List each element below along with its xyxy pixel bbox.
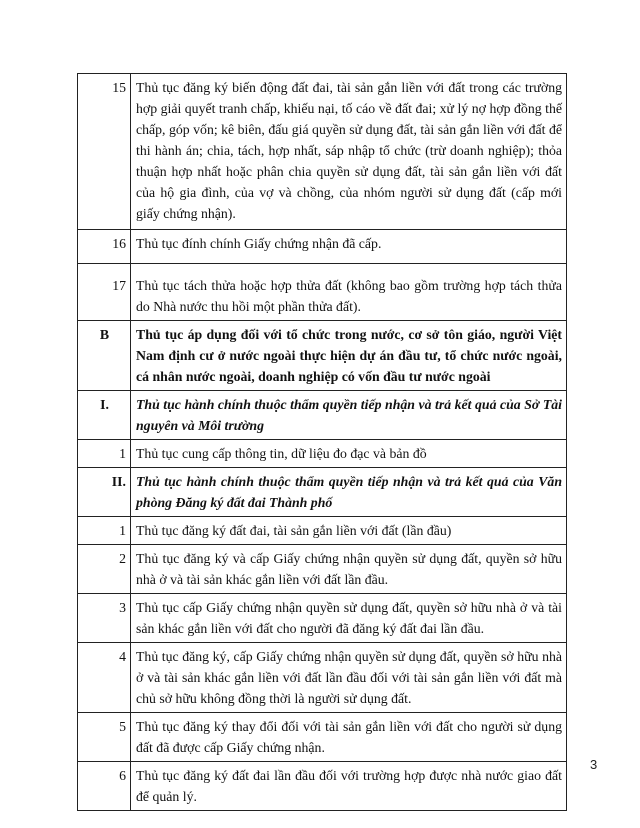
- section-label: I.: [78, 391, 131, 440]
- row-text: Thủ tục đăng ký thay đổi đối với tài sản gắn liền với đất cho người sử dụng đất đã được cấp Giấy chứng nhận.: [131, 713, 567, 762]
- section-header-row: [78, 468, 567, 517]
- row-number: 4: [78, 643, 131, 713]
- row-number: 3: [78, 594, 131, 643]
- table-row: [78, 264, 567, 321]
- row-number: 2: [78, 545, 131, 594]
- row-text: Thủ tục đính chính Giấy chứng nhận đã cấp.: [131, 230, 567, 264]
- page-number: 3: [590, 757, 598, 772]
- section-header-row: [78, 391, 567, 440]
- section-title: Thủ tục hành chính thuộc thẩm quyền tiếp nhận và trả kết quả của Sở Tài nguyên và Môi trường: [131, 391, 567, 440]
- row-text: Thủ tục cấp Giấy chứng nhận quyền sử dụng đất, quyền sở hữu nhà ở và tài sản khác gắn liền với đất cho người đã đăng ký đất đai lần đầu.: [131, 594, 567, 643]
- row-text: Thủ tục đăng ký đất đai, tài sản gắn liền với đất (lần đầu): [131, 517, 567, 545]
- row-number: 6: [78, 762, 131, 811]
- row-text: Thủ tục cung cấp thông tin, dữ liệu đo đạc và bản đồ: [131, 440, 567, 468]
- table-row: [78, 643, 567, 713]
- table-row: [78, 545, 567, 594]
- row-number: 1: [78, 517, 131, 545]
- row-text: Thủ tục đăng ký và cấp Giấy chứng nhận quyền sử dụng đất, quyền sở hữu nhà ở và tài sản khác gắn liền với đất lần đầu.: [131, 545, 567, 594]
- table-row: [78, 713, 567, 762]
- section-label: B: [78, 321, 131, 391]
- table-row: [78, 517, 567, 545]
- row-number: 5: [78, 713, 131, 762]
- row-number: 16: [78, 230, 131, 264]
- row-text: Thủ tục tách thửa hoặc hợp thửa đất (không bao gồm trường hợp tách thửa do Nhà nước thu hồi một phần thửa đất).: [131, 264, 567, 321]
- table-row: [78, 230, 567, 264]
- row-text: Thủ tục đăng ký biến động đất đai, tài sản gắn liền với đất trong các trường hợp giải quyết tranh chấp, khiếu nại, tố cáo về đất đai; xử lý nợ hợp đồng thế chấp, góp vốn; kê biên, đấu giá quyền sử dụng đất, tài sản gắn liền với đất để thi hành án; chia, tách, hợp nhất, sáp nhập tổ chức (trừ doanh nghiệp); thỏa thuận hợp nhất hoặc phân chia quyền sử dụng đất, tài sản gắn liền với đất của hộ gia đình, của vợ và chồng, của nhóm người sử dụng đất (cấp mới giấy chứng nhận).: [131, 74, 567, 230]
- row-text: Thủ tục đăng ký đất đai lần đầu đối với trường hợp được nhà nước giao đất để quản lý.: [131, 762, 567, 811]
- row-number: 17: [78, 264, 131, 321]
- section-title: Thủ tục áp dụng đối với tổ chức trong nước, cơ sở tôn giáo, người Việt Nam định cư ở nước ngoài thực hiện dự án đầu tư, tổ chức nước ngoài, cá nhân nước ngoài, doanh nghiệp có vốn đầu tư nước ngoài: [131, 321, 567, 391]
- table-row: [78, 74, 567, 230]
- procedures-table: [77, 73, 567, 811]
- section-label: II.: [78, 468, 131, 517]
- table-row: [78, 440, 567, 468]
- row-text: Thủ tục đăng ký, cấp Giấy chứng nhận quyền sử dụng đất, quyền sở hữu nhà ở và tài sản khác gắn liền với đất lần đầu đối với tài sản gắn liền với đất mà chủ sở hữu không đồng thời là người sử dụng đất.: [131, 643, 567, 713]
- row-number: 1: [78, 440, 131, 468]
- section-title: Thủ tục hành chính thuộc thẩm quyền tiếp nhận và trả kết quả của Văn phòng Đăng ký đất đai Thành phố: [131, 468, 567, 517]
- row-number: 15: [78, 74, 131, 230]
- table-row: [78, 594, 567, 643]
- section-header-row: [78, 321, 567, 391]
- table-row: [78, 762, 567, 811]
